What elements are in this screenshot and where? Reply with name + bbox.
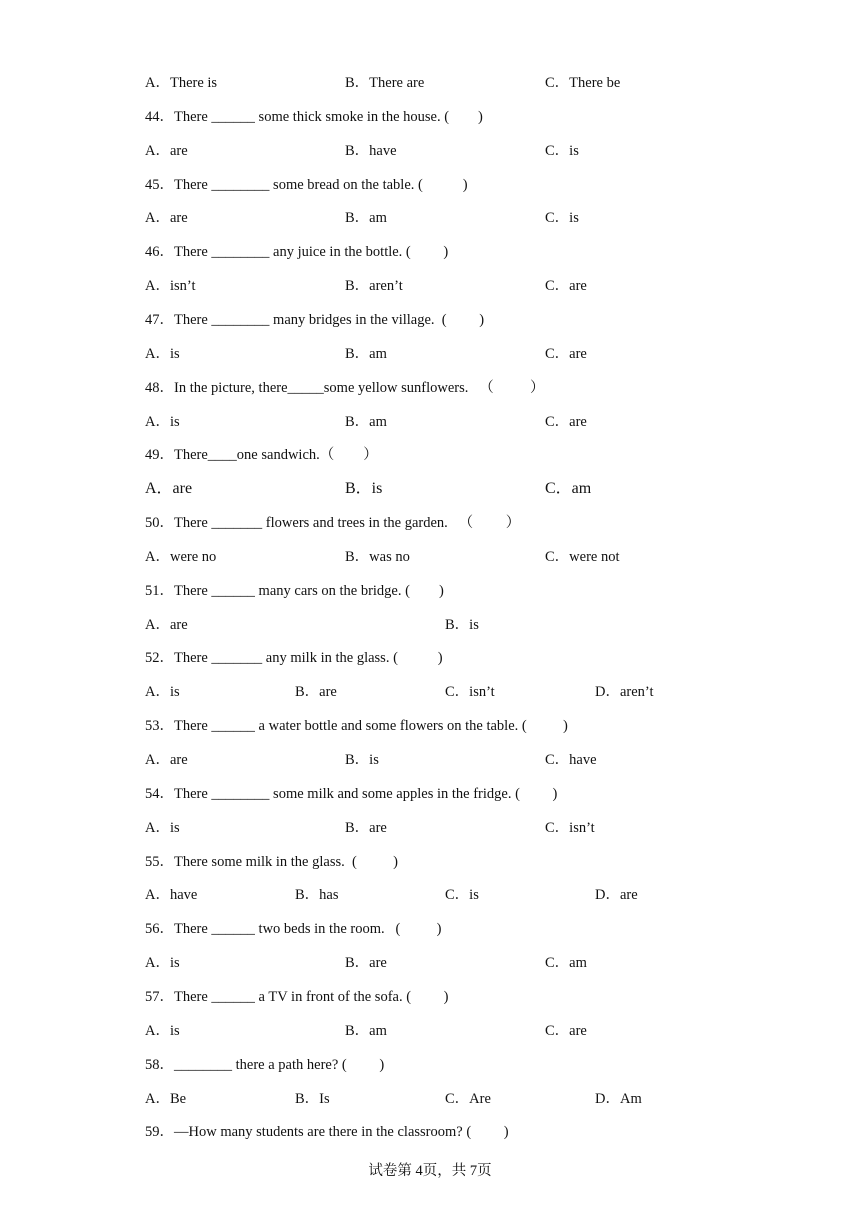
answer-option: A．There is — [145, 75, 218, 91]
answer-option: A．Be — [145, 1091, 187, 1107]
options-row — [0, 547, 860, 567]
question-text: 45．There ________ some bread on the table. ( ) — [145, 177, 468, 193]
answer-option: C．am — [545, 480, 592, 497]
answer-option: B．have — [345, 143, 397, 159]
answer-option: D．Am — [595, 1091, 642, 1107]
answer-option: B．are — [345, 820, 387, 836]
options-row — [0, 1021, 860, 1041]
answer-option: D．aren’t — [595, 684, 654, 700]
answer-option: C．are — [545, 414, 587, 430]
question-text: 58．________ there a path here? ( ) — [145, 1057, 385, 1073]
answer-option: B．has — [295, 887, 339, 903]
answer-option: A．is — [145, 346, 180, 362]
answer-option: A．is — [145, 684, 180, 700]
options-row — [0, 953, 860, 973]
answer-option: A．are — [145, 143, 188, 159]
answer-option: C．are — [545, 278, 587, 294]
question-text: 49．There____one sandwich.（ ） — [145, 447, 378, 463]
answer-option: B．am — [345, 210, 387, 226]
question-text: 56．There ______ two beds in the room. ( ) — [145, 921, 442, 937]
answer-option: C．have — [545, 752, 597, 768]
options-row — [0, 73, 860, 93]
answer-option: B．There are — [345, 75, 425, 91]
answer-option: C．isn’t — [545, 820, 595, 836]
answer-option: A．is — [145, 820, 180, 836]
options-row — [0, 750, 860, 770]
options-row — [0, 682, 860, 702]
options-row — [0, 412, 860, 432]
question-text: 54．There ________ some milk and some apples in the fridge. ( ) — [145, 786, 558, 802]
answer-option: A．are — [145, 617, 188, 633]
answer-option: A．are — [145, 480, 193, 497]
answer-option: A．were no — [145, 549, 217, 565]
options-row — [0, 885, 860, 905]
answer-option: A．have — [145, 887, 198, 903]
question-text: 57．There ______ a TV in front of the sofa. ( ) — [145, 989, 449, 1005]
answer-option: C．There be — [545, 75, 621, 91]
answer-option: D．are — [595, 887, 638, 903]
answer-option: B．is — [445, 617, 479, 633]
answer-option: B．aren’t — [345, 278, 403, 294]
options-row — [0, 208, 860, 228]
question-text: 59．—How many students are there in the classroom? ( ) — [145, 1124, 509, 1140]
answer-option: B．am — [345, 346, 387, 362]
answer-option: C．am — [545, 955, 587, 971]
answer-option: A．isn’t — [145, 278, 196, 294]
options-row — [0, 479, 860, 499]
answer-option: C．are — [545, 1023, 587, 1039]
answer-option: B．are — [295, 684, 337, 700]
options-row — [0, 818, 860, 838]
options-row — [0, 344, 860, 364]
answer-option: B．Is — [295, 1091, 330, 1107]
answer-option: C．were not — [545, 549, 620, 565]
options-row — [0, 615, 860, 635]
answer-option: C．isn’t — [445, 684, 495, 700]
answer-option: C．is — [545, 210, 579, 226]
answer-option: B．are — [345, 955, 387, 971]
question-text: 44．There ______ some thick smoke in the house. ( ) — [145, 109, 483, 125]
options-row — [0, 1089, 860, 1109]
answer-option: B．is — [345, 752, 379, 768]
answer-option: B．am — [345, 414, 387, 430]
answer-option: B．am — [345, 1023, 387, 1039]
answer-option: C．are — [545, 346, 587, 362]
answer-option: C．Are — [445, 1091, 491, 1107]
question-text: 50．There _______ flowers and trees in the garden. （ ） — [145, 515, 521, 531]
question-text: 55．There some milk in the glass. ( ) — [145, 854, 398, 870]
question-text: 53．There ______ a water bottle and some flowers on the table. ( ) — [145, 718, 568, 734]
answer-option: B．was no — [345, 549, 410, 565]
question-text: 47．There ________ many bridges in the village. ( ) — [145, 312, 485, 328]
question-text: 48．In the picture, there_____some yellow sunflowers. （ ） — [145, 380, 545, 396]
answer-option: A．is — [145, 414, 180, 430]
answer-option: A．are — [145, 210, 188, 226]
answer-option: A．is — [145, 955, 180, 971]
options-row — [0, 141, 860, 161]
question-text: 51．There ______ many cars on the bridge. ( ) — [145, 583, 444, 599]
answer-option: C．is — [445, 887, 479, 903]
answer-option: A．are — [145, 752, 188, 768]
options-row — [0, 276, 860, 296]
question-text: 46．There ________ any juice in the bottle. ( ) — [145, 244, 449, 260]
page-footer: 试卷第 4页，共 7页 — [368, 1163, 492, 1179]
answer-option: B．is — [345, 480, 383, 497]
answer-option: A．is — [145, 1023, 180, 1039]
question-text: 52．There _______ any milk in the glass. ( ) — [145, 650, 443, 666]
answer-option: C．is — [545, 143, 579, 159]
